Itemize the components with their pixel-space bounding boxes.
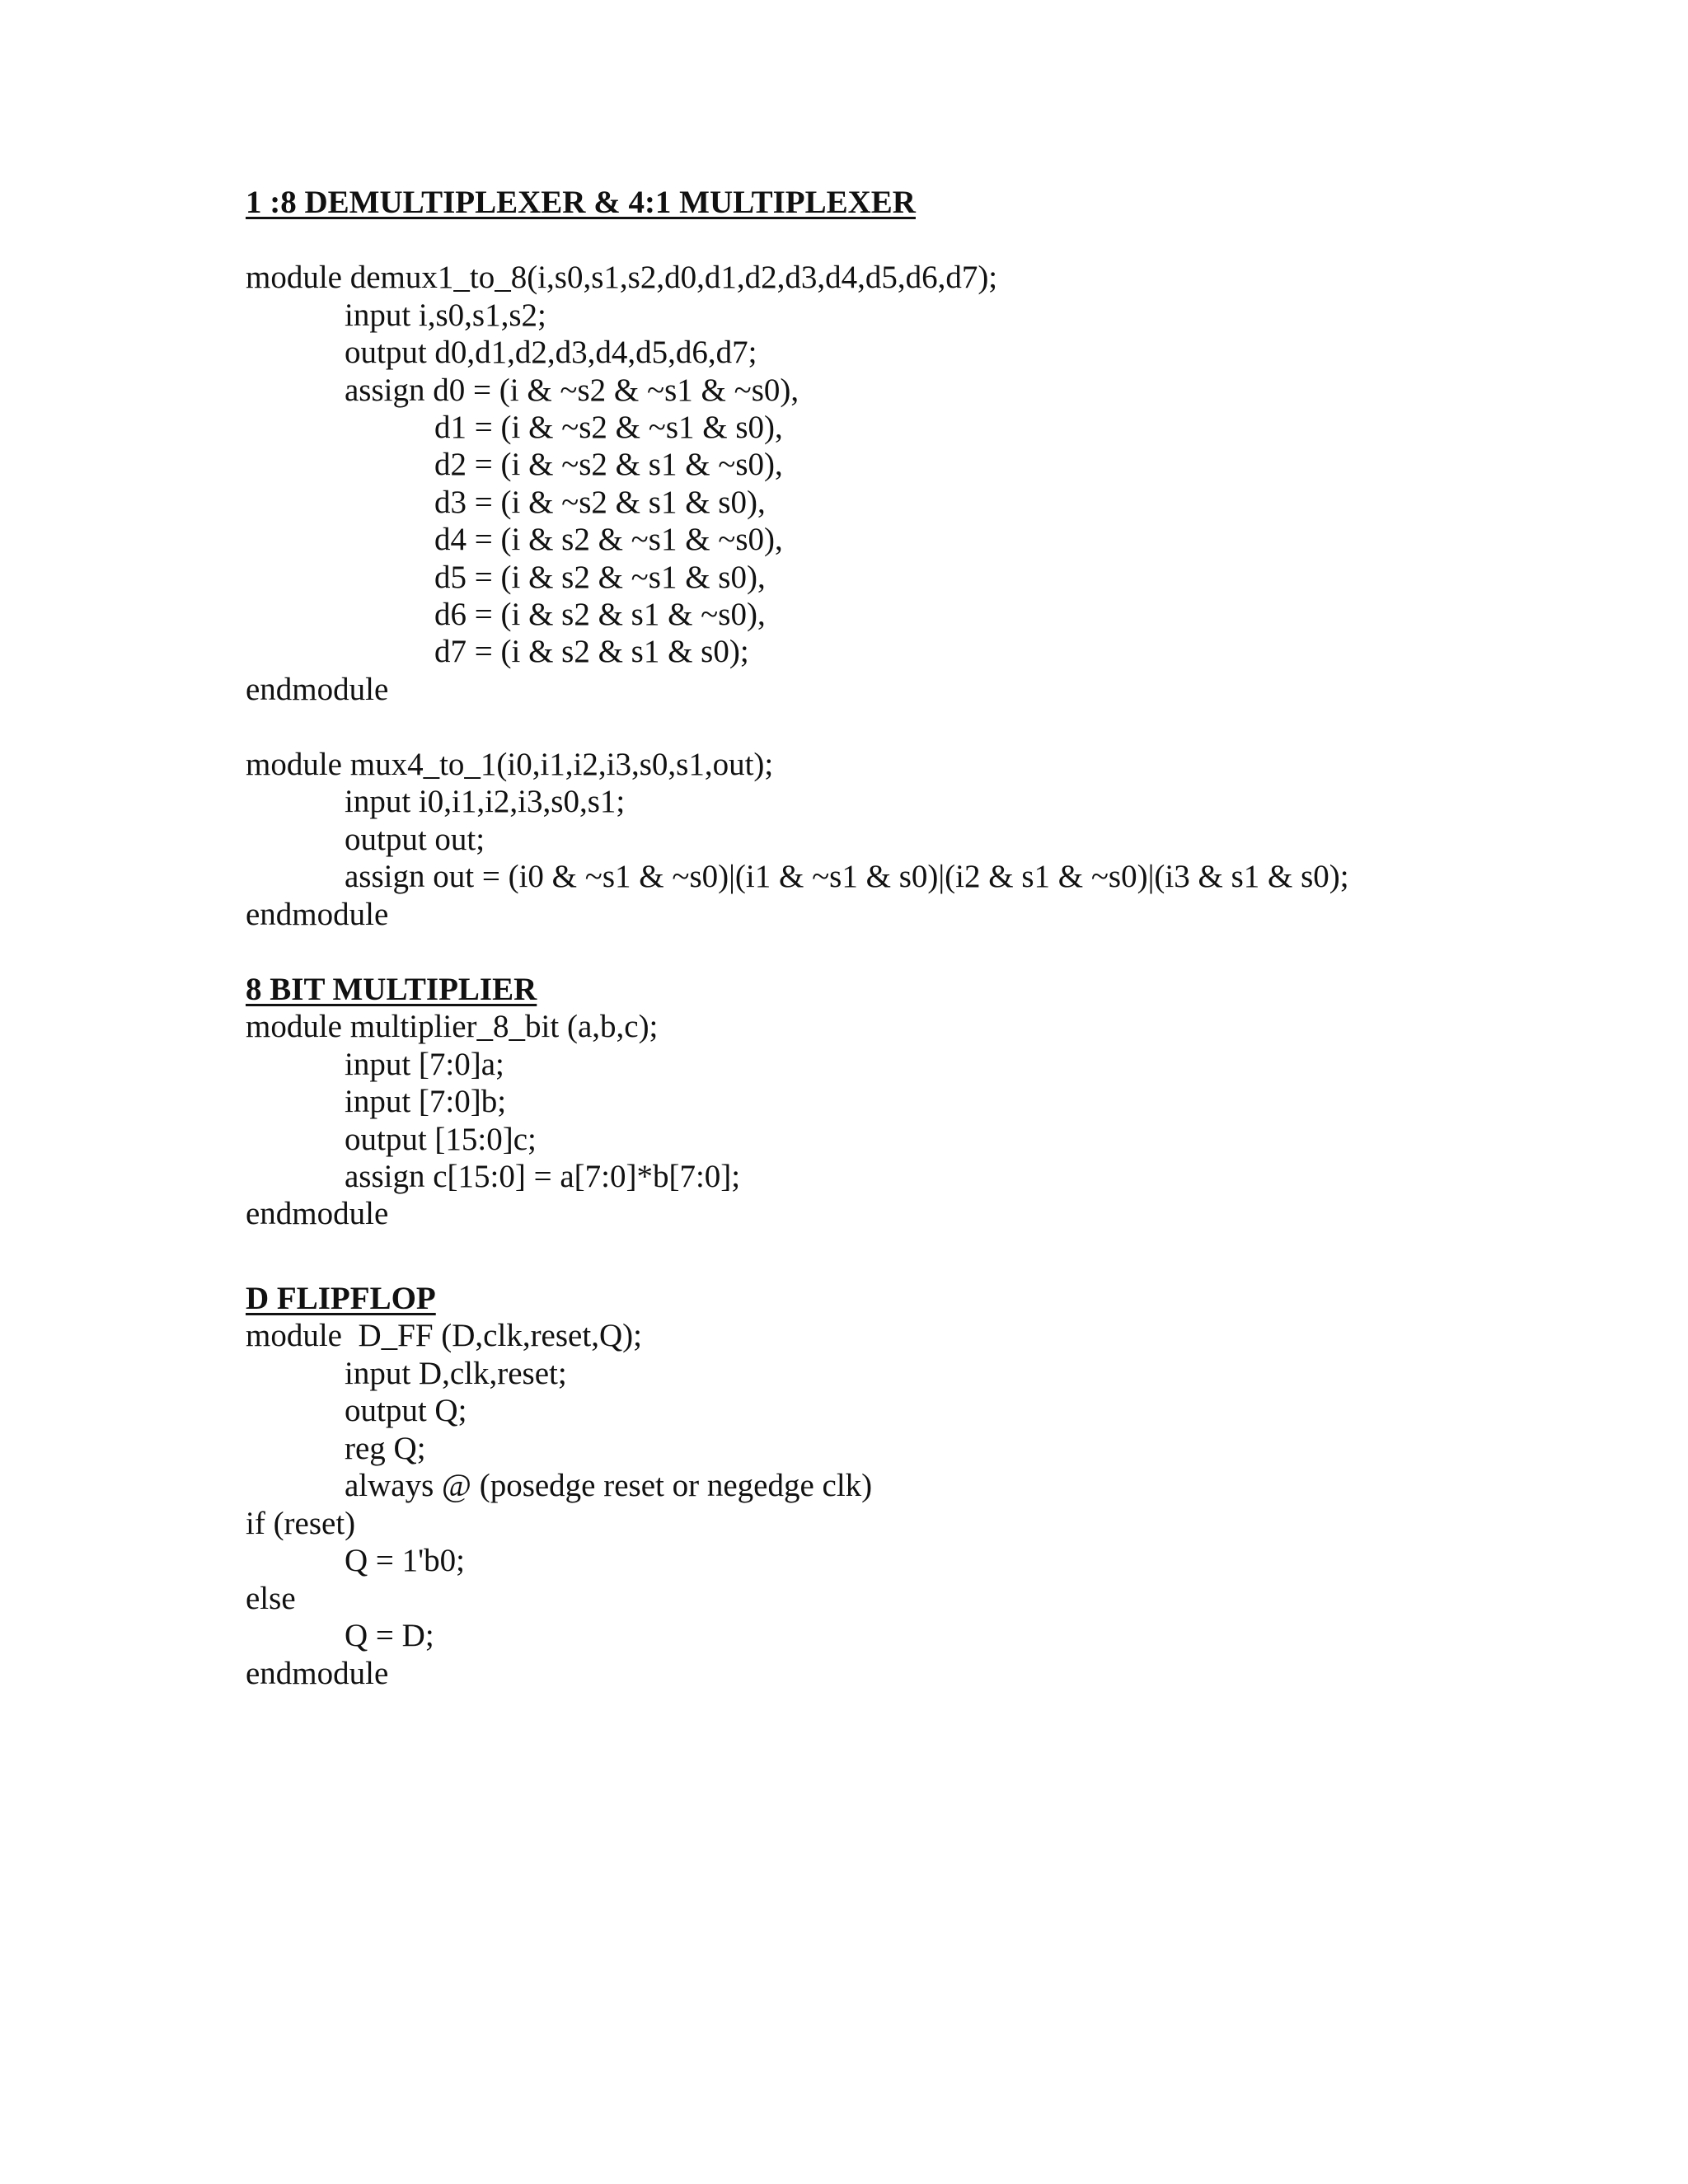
multiplier-input-a: input [7:0]a; — [345, 1047, 504, 1082]
multiplier-input-b: input [7:0]b; — [345, 1084, 507, 1119]
demux-assign-d0: assign d0 = (i & ~s2 & ~s1 & ~s0), — [345, 373, 799, 408]
mux-input-line: input i0,i1,i2,i3,s0,s1; — [345, 784, 626, 819]
dff-input-line: input D,clk,reset; — [345, 1356, 567, 1391]
demux-assign-d5: d5 = (i & s2 & ~s1 & s0), — [434, 560, 766, 595]
mux-output-line: output out; — [345, 822, 485, 857]
multiplier-module-declaration: module multiplier_8_bit (a,b,c); — [246, 1009, 659, 1044]
mux-module-declaration: module mux4_to_1(i0,i1,i2,i3,s0,s1,out); — [246, 747, 774, 782]
demux-output-line: output d0,d1,d2,d3,d4,d5,d6,d7; — [345, 335, 757, 370]
dff-output-line: output Q; — [345, 1393, 467, 1428]
demux-assign-d7: d7 = (i & s2 & s1 & s0); — [434, 634, 749, 669]
demux-endmodule: endmodule — [246, 672, 389, 707]
dff-else-statement: Q = D; — [345, 1618, 434, 1653]
dff-module-declaration: module D_FF (D,clk,reset,Q); — [246, 1318, 642, 1353]
multiplier-endmodule: endmodule — [246, 1196, 389, 1231]
demux-assign-d6: d6 = (i & s2 & s1 & ~s0), — [434, 597, 766, 632]
demux-assign-d3: d3 = (i & ~s2 & s1 & s0), — [434, 485, 766, 520]
section-heading-multiplier: 8 BIT MULTIPLIER — [246, 972, 537, 1007]
section-heading-demux-mux: 1 :8 DEMULTIPLEXER & 4:1 MULTIPLEXER — [246, 185, 916, 220]
dff-reg-line: reg Q; — [345, 1431, 426, 1466]
demux-assign-d4: d4 = (i & s2 & ~s1 & ~s0), — [434, 522, 783, 557]
dff-endmodule: endmodule — [246, 1656, 389, 1691]
demux-input-line: input i,s0,s1,s2; — [345, 298, 546, 333]
dff-else-line: else — [246, 1581, 296, 1616]
demux-module-declaration: module demux1_to_8(i,s0,s1,s2,d0,d1,d2,d3,d4,d5,d6,d7); — [246, 260, 998, 295]
multiplier-assign-line: assign c[15:0] = a[7:0]*b[7:0]; — [345, 1159, 741, 1194]
demux-assign-d1: d1 = (i & ~s2 & ~s1 & s0), — [434, 410, 783, 445]
dff-always-line: always @ (posedge reset or negedge clk) — [345, 1468, 873, 1503]
multiplier-output-line: output [15:0]c; — [345, 1122, 537, 1157]
section-heading-dflipflop: D FLIPFLOP — [246, 1281, 436, 1316]
mux-endmodule: endmodule — [246, 897, 389, 932]
dff-then-statement: Q = 1'b0; — [345, 1543, 466, 1578]
demux-assign-d2: d2 = (i & ~s2 & s1 & ~s0), — [434, 447, 783, 482]
mux-assign-line: assign out = (i0 & ~s1 & ~s0)|(i1 & ~s1 & s0)|(i2 & s1 & ~s0)|(i3 & s1 & s0); — [345, 859, 1349, 894]
dff-if-line: if (reset) — [246, 1506, 356, 1541]
